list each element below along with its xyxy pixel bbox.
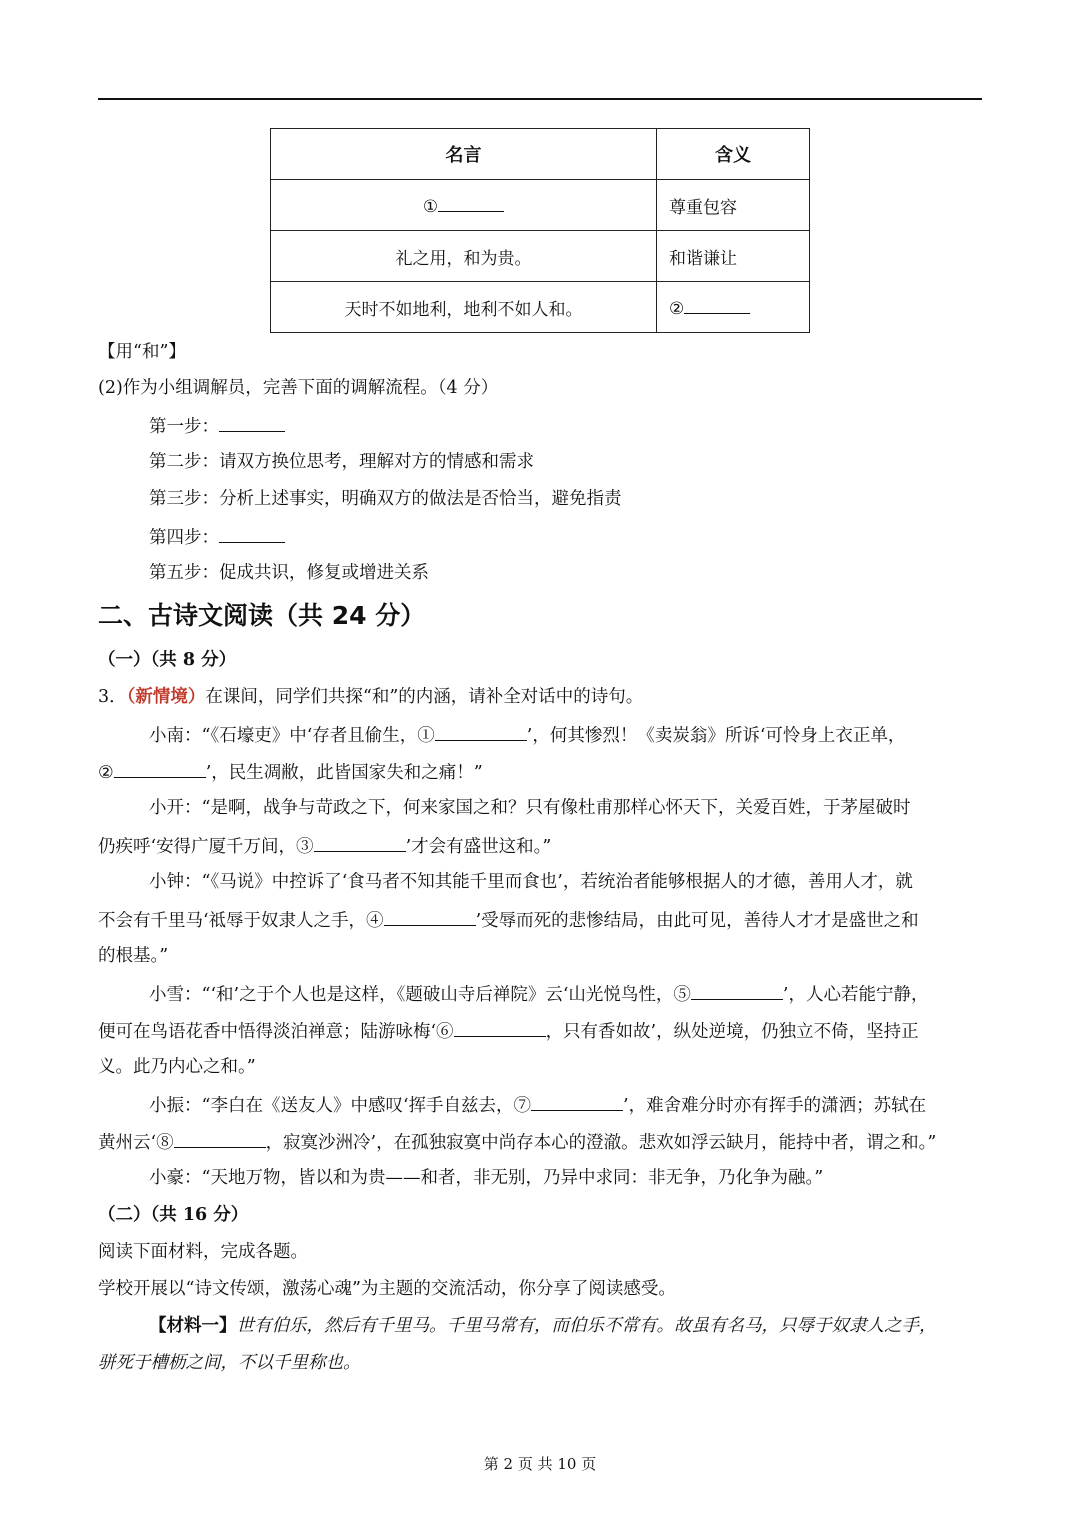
use-he-heading: 【用“和”】 [98, 342, 186, 362]
answer-blank-step4[interactable] [219, 524, 285, 543]
step-5: 第五步：促成共识，修复或增进关系 [149, 563, 429, 583]
table-row [271, 282, 810, 333]
dialogue-hao: 小豪：“天地万物，皆以和为贵——和者，非无别，乃异中求同：非无争，乃化争为融。” [149, 1168, 824, 1188]
dialogue-kai-2: 仍疾呼‘安得广厦千万间，③ ’才会有盛世这和。” [98, 833, 551, 859]
step-1: 第一步： [149, 413, 285, 439]
question-3: 3．（新情境）在课间，同学们共探“和”的内涵，请补全对话中的诗句。 [98, 687, 644, 707]
row1-maxim: ① [422, 197, 439, 217]
page-footer: 第 2 页 共 10 页 [483, 1455, 597, 1473]
row2-maxim: 礼之用，和为贵。 [271, 231, 657, 282]
step-2: 第二步：请双方换位思考，理解对方的情感和需求 [149, 452, 534, 472]
material-1-line-1: 【材料一】世有伯乐，然后有千里马。千里马常有，而伯乐不常有。故虽有名马，只辱于奴隶人之手， [149, 1316, 937, 1336]
answer-blank-step1[interactable] [219, 413, 285, 432]
part-2-heading: （二）（共 16 分） [98, 1205, 249, 1225]
reading-instruction: 阅读下面材料，完成各题。 [98, 1242, 308, 1262]
poem-blank-7[interactable] [531, 1092, 623, 1111]
dialogue-xue-1: 小雪：“‘和’之于个人也是这样，《题破山寺后禅院》云‘山光悦鸟性，⑤ ’，人心若能宁静， [149, 981, 928, 1007]
part-1-heading: （一）（共 8 分） [98, 650, 237, 670]
step-4: 第四步： [149, 524, 285, 550]
dialogue-zhong-1: 小钟：“《马说》中控诉了‘食马者不知其能千里而食也’，若统治者能够根据人的才德，善用人才，就 [149, 872, 913, 892]
section-title: 二、古诗文阅读（共 24 分） [98, 601, 426, 630]
dialogue-xue-3: 义。此乃内心之和。” [98, 1057, 256, 1077]
poem-blank-5[interactable] [691, 981, 783, 1000]
table-header-row [271, 129, 810, 180]
row1-meaning: 尊重包容 [657, 180, 810, 231]
poem-blank-8[interactable] [174, 1129, 266, 1148]
dialogue-zhen-2: 黄州云‘⑧ ，寂寞沙洲冷’，在孤独寂寞中尚存本心的澄澈。悲欢如浮云缺月，能持中者，谓之和。” [98, 1129, 936, 1155]
table-row [271, 180, 810, 231]
poem-blank-4[interactable] [384, 907, 476, 926]
dialogue-zhong-3: 的根基。” [98, 946, 169, 966]
poem-blank-1[interactable] [435, 722, 527, 741]
material-1-label: 【材料一】 [149, 1316, 237, 1336]
poem-blank-3[interactable] [314, 833, 406, 852]
new-context-tag: （新情境） [126, 687, 206, 707]
dialogue-kai-1: 小开：“是啊，战争与苛政之下，何来家国之和？只有像杜甫那样心怀天下，关爱百姓，于茅屋破时 [149, 798, 911, 818]
answer-blank-1[interactable] [438, 193, 504, 212]
row3-maxim: 天时不如地利，地利不如人和。 [271, 282, 657, 333]
answer-blank-2[interactable] [684, 295, 750, 314]
row3-meaning: ② [669, 299, 685, 319]
header-meaning: 含义 [657, 129, 810, 180]
dialogue-nan-1: 小南：“《石壕吏》中‘存者且偷生，① ’，何其惨烈！《卖炭翁》所诉‘可怜身上衣正单， [149, 722, 905, 748]
poem-blank-6[interactable] [454, 1018, 546, 1037]
header-rule [98, 98, 982, 100]
dialogue-nan-2: ② ’，民生凋敝，此皆国家失和之痛！” [98, 759, 483, 785]
activity-context: 学校开展以“诗文传颂，激荡心魂”为主题的交流活动，你分享了阅读感受。 [98, 1279, 676, 1299]
maxims-table [270, 128, 810, 333]
dialogue-zhen-1: 小振：“李白在《送友人》中感叹‘挥手自兹去，⑦ ’，难舍难分时亦有挥手的潇洒；苏轼在 [149, 1092, 926, 1118]
material-1-line-2: 骈死于槽枥之间，不以千里称也。 [98, 1353, 361, 1373]
dialogue-xue-2: 便可在鸟语花香中悟得淡泊禅意；陆游咏梅‘⑥ ，只有香如故’，纵处逆境，仍独立不倚，坚持正 [98, 1018, 919, 1044]
step-3: 第三步：分析上述事实，明确双方的做法是否恰当，避免指责 [149, 489, 622, 509]
row2-meaning: 和谐谦让 [657, 231, 810, 282]
dialogue-zhong-2: 不会有千里马‘祗辱于奴隶人之手，④ ’受辱而死的悲惨结局，由此可见，善待人才才是盛世之和 [98, 907, 919, 933]
header-maxim: 名言 [271, 129, 657, 180]
question-2: (2)作为小组调解员，完善下面的调解流程。（4 分） [98, 378, 499, 398]
table-row [271, 231, 810, 282]
poem-blank-2[interactable] [114, 759, 206, 778]
